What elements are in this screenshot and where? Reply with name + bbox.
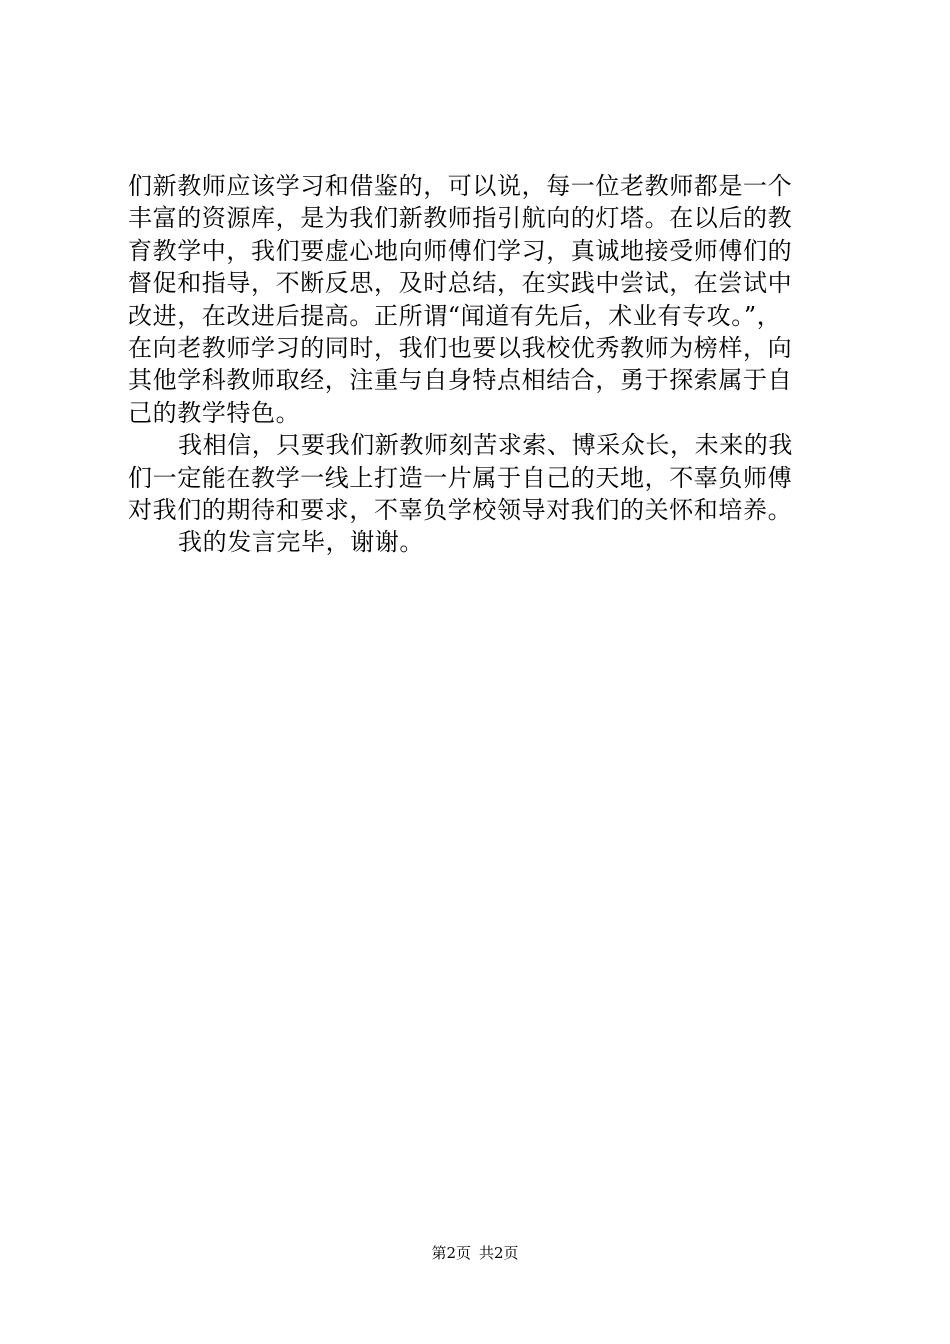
- paragraph-closing: [128, 526, 848, 558]
- text-line: 己的教学特色。: [128, 398, 301, 427]
- paragraph-belief: [128, 429, 848, 526]
- text-line: 们一定能在教学一线上打造一片属于自己的天地，不辜负师傅: [128, 463, 793, 492]
- text-line: 育教学中，我们要虚心地向师傅们学习，真诚地接受师傅们的: [128, 236, 793, 265]
- text-line: 们新教师应该学习和借鉴的，可以说，每一位老教师都是一个: [128, 172, 793, 200]
- paragraph-continuation: [128, 170, 848, 429]
- text-line: 督促和指导，不断反思，及时总结，在实践中尝试，在尝试中: [128, 269, 793, 298]
- text-line: 对我们的期待和要求，不辜负学校领导对我们的关怀和培养。: [128, 495, 793, 524]
- text-line: 其他学科教师取经，注重与自身特点相结合，勇于探索属于自: [128, 366, 793, 395]
- text-line: 改进，在改进后提高。正所谓“闻道有先后，术业有专攻。”，: [128, 301, 782, 330]
- text-line: 我相信，只要我们新教师刻苦求索、博采众长，未来的我: [178, 431, 793, 460]
- text-line: 在向老教师学习的同时，我们也要以我校优秀教师为榜样，向: [128, 333, 793, 362]
- page-footer: [0, 1242, 950, 1264]
- page-number-current: 第2页: [431, 1244, 471, 1262]
- document-body: [128, 170, 848, 559]
- text-line: 我的发言完毕，谢谢。: [178, 528, 424, 557]
- page-number-total: 共2页: [479, 1244, 519, 1262]
- text-line: 丰富的资源库，是为我们新教师指引航向的灯塔。在以后的教: [128, 204, 793, 233]
